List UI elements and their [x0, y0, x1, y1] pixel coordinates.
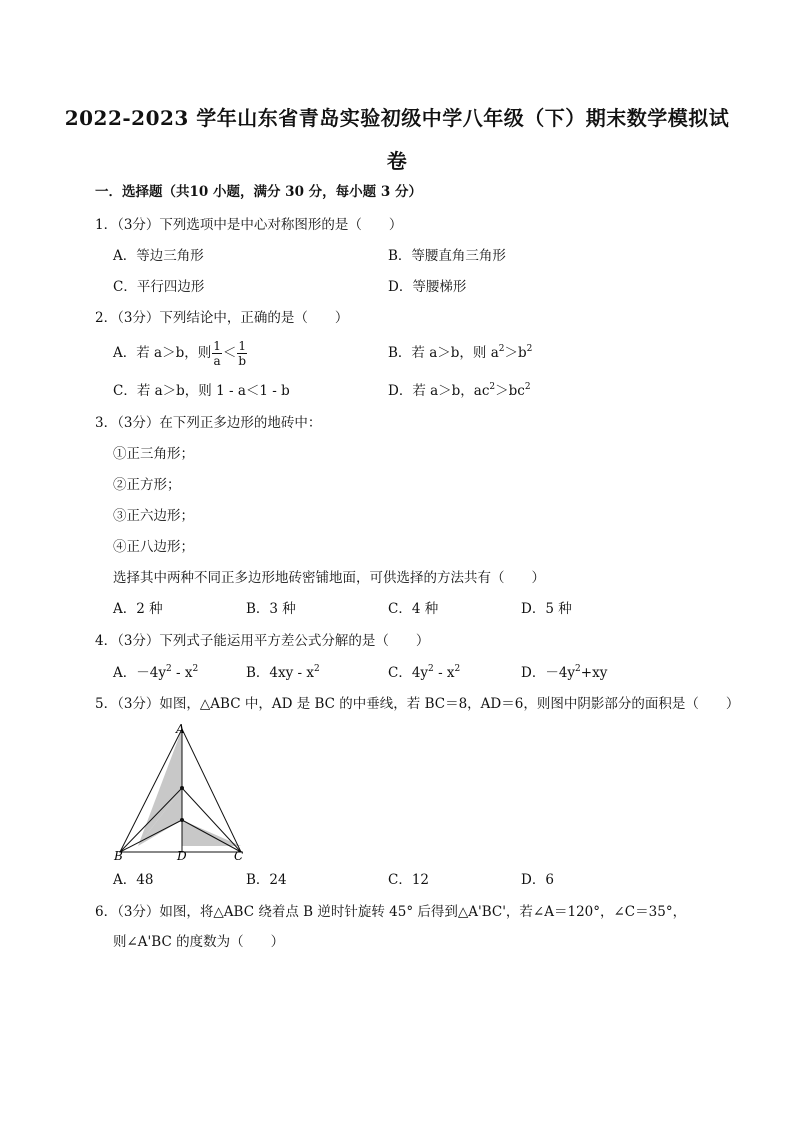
question-5-option-d: D．6: [521, 872, 554, 888]
question-3-option-d: D．5 种: [521, 601, 572, 617]
question-5-option-c: C．12: [388, 872, 430, 888]
question-1-option-a: A．等边三角形: [113, 248, 204, 264]
fraction-1-over-a: $\frac{1}{a}$: [213, 339, 221, 368]
question-1-option-b: B．等腰直角三角形: [388, 248, 506, 264]
question-2-stem: 2．（3分）下列结论中，正确的是（ ）: [95, 310, 349, 326]
question-4-option-c: C．$4y^2 - x^2$: [388, 664, 461, 681]
question-3-item-4: ④正八边形；: [113, 539, 194, 555]
question-6-line-1: 6．（3分）如图，将△ABC 绕着点 B 逆时针旋转 45° 后得到△A'BC'，若∠A＝120°，∠C＝35°，: [95, 904, 687, 920]
question-2-option-a: A．若 a＞b，则 $\frac{1}{a}$ ＜ $\frac{1}{b}$: [113, 339, 247, 368]
label-c: C: [234, 849, 244, 862]
question-3-option-c: C．4 种: [388, 601, 439, 617]
question-3-stem: 3．（3分）在下列正多边形的地砖中：: [95, 415, 322, 431]
question-4-option-a: A．$-4y^2 - x^2$: [113, 664, 199, 681]
question-3-item-1: ①正三角形；: [113, 446, 194, 462]
question-1-stem: 1．（3分）下列选项中是中心对称图形的是（ ）: [95, 217, 403, 233]
question-5-option-b: B．24: [246, 872, 287, 888]
triangle-figure: [110, 722, 260, 862]
question-4-option-d: D．$-4y^2+xy$: [521, 664, 608, 681]
label-b: B: [114, 849, 123, 862]
question-2-option-b: B．若 a＞b，则 $a^2>b^2$: [388, 344, 533, 361]
question-2-option-a-text: A．若 a＞b，则: [113, 345, 212, 361]
question-6-line-2: 则∠A'BC 的度数为（ ）: [113, 934, 285, 950]
title-line-1: 2022-2023 学年山东省青岛实验初级中学八年级（下）期末数学模拟试: [64, 106, 730, 130]
question-3-item-2: ②正方形；: [113, 477, 181, 493]
question-3-ask: 选择其中两种不同正多边形地砖密铺地面，可供选择的方法共有（ ）: [113, 570, 545, 586]
question-1-option-d: D．等腰梯形: [388, 279, 467, 295]
fraction-1-over-b: $\frac{1}{b}$: [238, 339, 247, 368]
label-d: D: [177, 849, 187, 862]
question-3-option-b: B．3 种: [246, 601, 296, 617]
label-a: A: [176, 722, 185, 736]
question-1-option-c: C．平行四边形: [113, 279, 205, 295]
point-lower: [180, 818, 184, 822]
question-2-option-c: C．若 a＞b，则 1 - a＜1 - b: [113, 383, 290, 399]
question-5-stem: 5．（3分）如图，△ABC 中，AD 是 BC 的中垂线，若 BC＝8，AD＝6，则图中阴影部分的面积是（ ）: [95, 696, 740, 712]
question-3-item-3: ③正六边形；: [113, 508, 194, 524]
question-4-option-b: B．$4xy - x^2$: [246, 664, 320, 681]
question-2-option-d: D．若 a＞b，$ac^2>bc^2$: [388, 382, 531, 399]
question-5-option-a: A．48: [113, 872, 154, 888]
section-heading: 一．选择题（共10 小题，满分 30 分，每小题 3 分）: [95, 184, 422, 200]
point-upper: [180, 786, 184, 790]
title-line-2: 卷: [386, 149, 408, 173]
question-4-stem: 4．（3分）下列式子能运用平方差公式分解的是（ ）: [95, 633, 430, 649]
question-3-option-a: A．2 种: [113, 601, 163, 617]
